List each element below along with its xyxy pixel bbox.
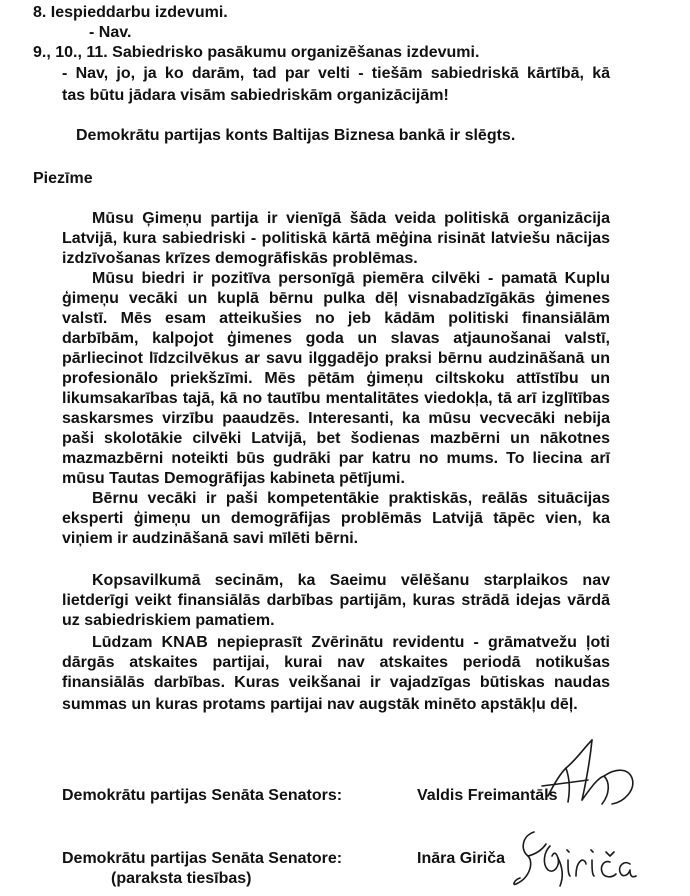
- paragraph-2-line-6: profesionālo priekšzīmi. Mēs pētām ģimeņu ciltskoku attīstību un: [62, 370, 610, 387]
- bank-note: Demokrātu partijas konts Baltijas Biznesa bankā ir slēgts.: [76, 127, 516, 144]
- paragraph-2-line-9: paši skolotākie cilvēki Latvijā, bet šodienas mazbērni un nākotnes: [62, 430, 610, 447]
- paragraph-1-line-1: Mūsu Ģimeņu partija ir vienīgā šāda veida politiskā organizācija: [92, 210, 610, 227]
- paragraph-1-line-2: Latvijā, kura sabiedriski - politiskā kārtā mēģina risināt latviešu nācijas: [62, 230, 610, 247]
- paragraph-5-line-2: dārgās atskaites partijai, kurai nav atskaites periodā notikušas: [62, 654, 610, 671]
- paragraph-3-line-3: viņiem ir audzināšanā savi mīlēti bērni.: [62, 530, 359, 547]
- paragraph-2-line-7: likumsakarības tajā, kā no tautību mentalitātes viedokļa, tā arī izglītības: [62, 390, 610, 407]
- handwritten-signature-2: [510, 826, 640, 892]
- handwritten-signature-1: [540, 738, 640, 810]
- paragraph-4-line-3: uz sabiedriskiem pamatiem.: [62, 612, 275, 629]
- paragraph-5-line-3: finansiālās darbības. Kuras veikšanai ir vajadzīgas būtiskas naudas: [62, 674, 610, 691]
- signature-2-name: Ināra Giriča: [417, 850, 506, 867]
- paragraph-2-line-2: ģimeņu vecāki un kuplā bērnu pulka dēļ visnabadzīgākās ģimenes: [62, 290, 610, 307]
- item-8-answer: - Nav.: [89, 24, 132, 41]
- paragraph-1-line-3: izdzīvošanas krīzes demogrāfiskās problēmas.: [62, 250, 418, 267]
- signature-1-name: Valdis Freimantāls: [417, 787, 558, 804]
- paragraph-2-line-3: valstī. Mēs esam atteikušies no jeb kādām politiski finansiālām: [62, 310, 610, 327]
- paragraph-5-line-4: summas un kuras protams partijai nav augstāk minēto apstākļu dēļ.: [62, 696, 578, 713]
- paragraph-4-line-2: lietderīgi veikt finansiālās darbības partijām, kuras strādā idejas vārdā: [62, 592, 610, 609]
- signature-2-role: Demokrātu partijas Senāta Senatore:: [62, 850, 343, 867]
- item-9-11-answer-line-1: - Nav, jo, ja ko darām, tad par velti - tiešām sabiedriskā kārtībā, kā: [62, 65, 610, 82]
- paragraph-4-line-1: Kopsavilkumā secinām, ka Saeimu vēlēšanu starplaikos nav: [92, 572, 610, 589]
- item-9-11-answer-line-2: tas būtu jādara visām sabiedriskām organizācijām!: [62, 87, 449, 104]
- paragraph-2-line-10: mazmazbērni noteikti būs gudrāki par katru no mums. To liecina arī: [62, 450, 610, 467]
- note-title: Piezīme: [33, 170, 93, 187]
- paragraph-2-line-11: mūsu Tautas Demogrāfijas kabineta pētījumi.: [62, 470, 405, 487]
- paragraph-3-line-1: Bērnu vecāki ir paši kompetentākie praktiskās, reālās situācijas: [92, 490, 610, 507]
- item-8-heading: 8. Iespieddarbu izdevumi.: [33, 4, 228, 21]
- paragraph-5-line-1: Lūdzam KNAB nepieprasīt Zvērinātu revidentu - grāmatvežu ļoti: [92, 634, 610, 651]
- paragraph-2-line-8: saskarsmes virzību paaudzēs. Interesanti, ka mūsu vecvecāki nebija: [62, 410, 610, 427]
- paragraph-3-line-2: eksperti ģimeņu un demogrāfijas problēmās Latvijā tāpēc vien, ka: [62, 510, 610, 527]
- paragraph-2-line-4: darbībām, kalpojot ģimenes goda un slavas atjaunošanai valstī,: [62, 330, 610, 347]
- item-9-11-heading: 9., 10., 11. Sabiedrisko pasākumu organizēšanas izdevumi.: [33, 44, 480, 61]
- signature-1-role: Demokrātu partijas Senāta Senators:: [62, 787, 343, 804]
- signature-2-role-note: (paraksta tiesības): [111, 870, 252, 887]
- paragraph-2-line-5: pārliecinot līdzcilvēkus ar savu ilggadējo praksi bērnu audzināšanā un: [62, 350, 610, 367]
- paragraph-2-line-1: Mūsu biedri ir pozitīva personīgā piemēra cilvēki - pamatā Kuplu: [92, 270, 610, 287]
